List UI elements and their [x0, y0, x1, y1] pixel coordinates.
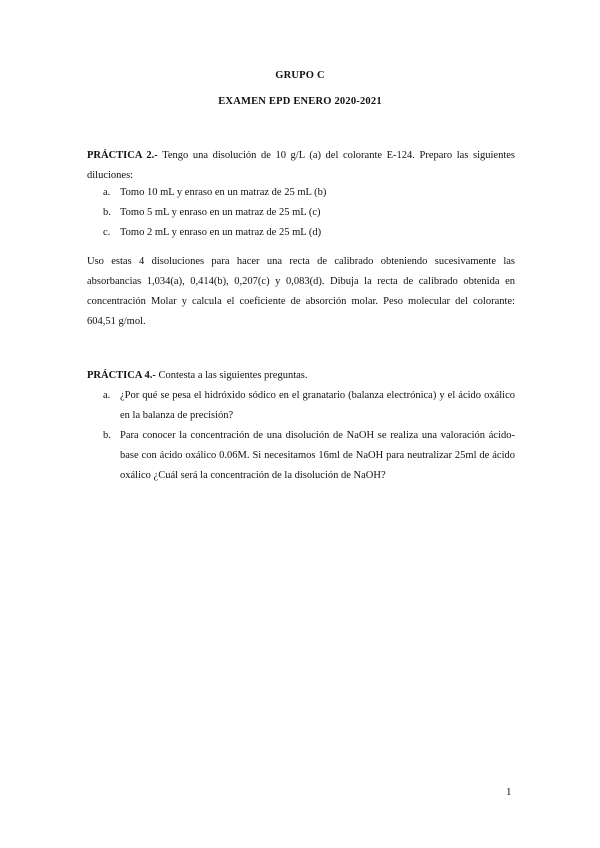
list-item-text: ¿Por qué se pesa el hidróxido sódico en el granatario (balanza electrónica) y el ácido oxálico en la balanza de precisión?: [120, 390, 515, 421]
practice-4-intro: [87, 366, 515, 386]
practice-4-intro-text: Contesta a las siguientes preguntas.: [155, 370, 308, 381]
list-marker: a.: [103, 390, 111, 401]
practice-2-body: Uso estas 4 disoluciones para hacer una recta de calibrado obteniendo sucesivamente las absorbancias 1,034(a), 0,414(b), 0,207(c) y 0,083(d). Dibuja la recta de calibrado obtenida en concentración Molar y calcula el coeficiente de absorción molar. Peso molecular del colorante: 604,51 g/mol.: [87, 256, 515, 327]
page-number: 1: [506, 786, 512, 798]
list-item: [103, 386, 515, 426]
list-item: [103, 223, 515, 243]
practice-2-label: PRÁCTICA 2.-: [87, 150, 158, 161]
list-item: [103, 203, 515, 223]
practice-2-intro: [87, 146, 515, 186]
list-marker: c.: [103, 227, 111, 238]
practice-4-label: PRÁCTICA 4.-: [87, 370, 156, 381]
practice-2-dilution-list: [103, 183, 515, 243]
list-item-text: Tomo 5 mL y enraso en un matraz de 25 mL (c): [120, 207, 321, 218]
group-heading: GRUPO C: [275, 70, 325, 81]
exam-heading: EXAMEN EPD ENERO 2020-2021: [218, 96, 382, 107]
practice-4-question-list: [103, 386, 515, 486]
list-marker: b.: [103, 430, 111, 441]
list-item: [103, 183, 515, 203]
list-marker: a.: [103, 187, 111, 198]
list-item: [103, 426, 515, 486]
list-item-text: Tomo 2 mL y enraso en un matraz de 25 mL (d): [120, 227, 322, 238]
practice-2-intro-text: Tengo una disolución de 10 g/L (a) del colorante E-124. Preparo las siguientes diluciones:: [87, 150, 515, 181]
list-marker: b.: [103, 207, 111, 218]
list-item-text: Para conocer la concentración de una disolución de NaOH se realiza una valoración ácido-base con ácido oxálico 0.06M. Si necesitamos 16ml de NaOH para neutralizar 25ml de ácido oxálico ¿Cuál será la concentración de la disolución de NaOH?: [120, 430, 515, 481]
list-item-text: Tomo 10 mL y enraso en un matraz de 25 mL (b): [120, 187, 327, 198]
